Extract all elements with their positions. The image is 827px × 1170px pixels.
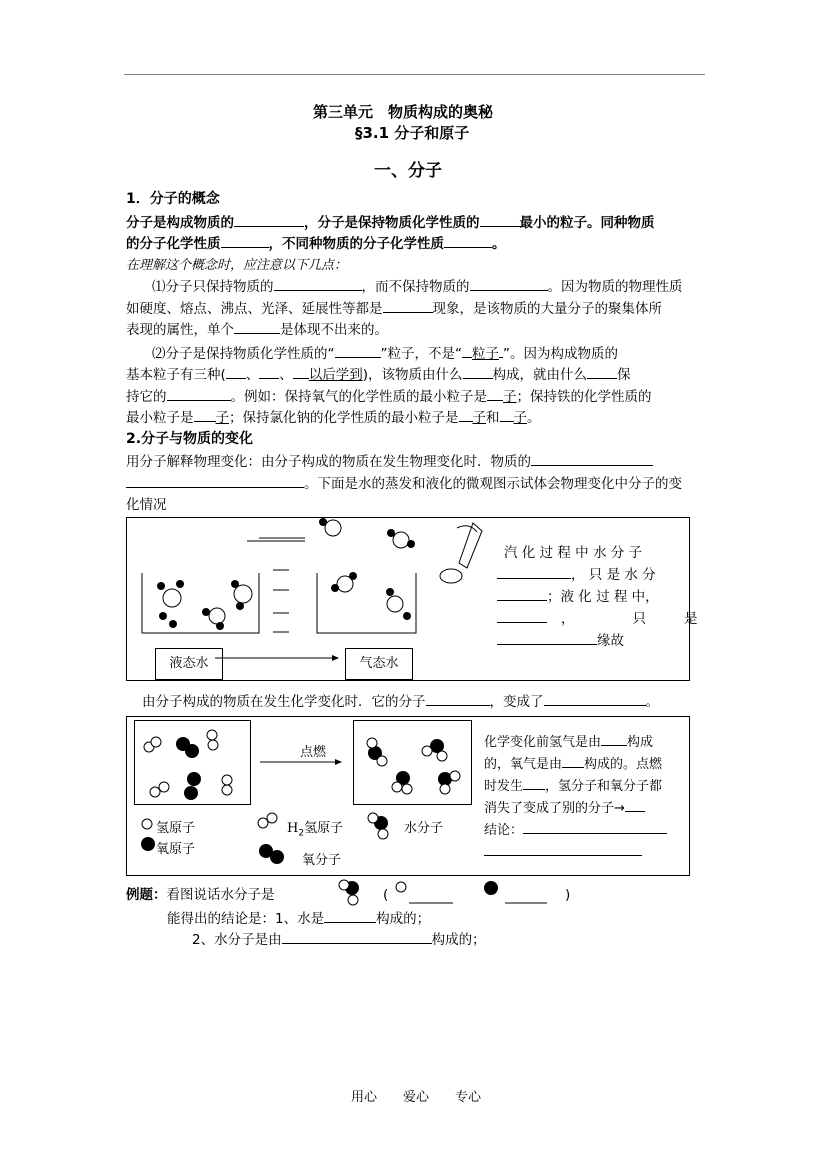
physical-line-1: 用分子解释物理变化：由分子构成的物质在发生物理变化时．物质的 [126,450,653,470]
note-line: 在理解这个概念时，应注意以下几点： [126,258,348,273]
part-title: 一、分子 [374,161,442,181]
liquid-water-label: 液态水 [155,648,223,680]
physical-line-2: 。下面是水的蒸发和液化的微观图示试体会物理变化中分子的变 [126,472,682,492]
gas-water-label: 气态水 [345,648,413,680]
section2-heading: 2.分子与物质的变化 [126,431,254,447]
point1-line-2: 如硬度、熔点、沸点、光泽、延展性等都是 现象，是该物质的大量分子的聚集体所 [126,297,662,317]
box2-text-4: 消失了变成了别的分子→ [484,797,645,816]
example-diagram [335,876,585,910]
box2-text-3: 时发生 ，氢分子和氧分子都 [484,775,662,794]
chemical-reaction-figure [126,716,690,876]
physical-line-3: 化情况 [126,497,167,513]
example-paren-close: ) [565,887,571,903]
header-rule [124,74,705,75]
box2-text-2: 的，氧气是由 构成的。点燃 [484,753,662,772]
concept-line-2: 的分子化学性质 ，不同种物质的分子化学性质 。 [126,232,506,252]
section1-heading: 1．分子的概念 [126,191,220,207]
legend-oxygen-molecule: 氧分子 [302,853,342,868]
legend-hydrogen-atom: 氢原子 [156,821,196,836]
point2-line-4: 最小粒子是 子；保持氯化钠的化学性质的最小粒子是 子和 子。 [126,406,541,426]
point2-line-1: ⑵分子是保持物质化学性质的“ ”粒子，不是“ 粒子 ”。因为构成物质的 [152,342,618,362]
chemical-change-line: 由分子构成的物质在发生化学变化时．它的分子 ，变成了 。 [142,690,659,710]
concept-line-1: 分子是构成物质的 ，分子是保持物质化学性质的 最小的粒子。同种物质 [126,211,655,231]
point1-line-1: ⑴分子只保持物质的 ，而不保持物质的 。因为物质的物理性质 [152,275,683,295]
section-title: §3.1 分子和原子 [355,124,470,142]
point1-line-3: 表现的属性，单个 是体现不出来的。 [126,318,388,338]
example-conclusion-1: 能得出的结论是：1、水是 构成的； [167,907,430,927]
box1-text-2: ， 只 是 水 分 [497,563,656,583]
box1-text-3: ；液 化 过 程 中， [497,585,659,605]
point2-line-2: 基本粒子有三种( 、 、 以后学到)，该物质由什么 构成，就由什么 保 [126,363,631,383]
page-footer: 用心 爱心 专心 [351,1090,482,1105]
box1-text-1: 汽 化 过 程 中 水 分 子 [504,545,643,561]
legend-water-molecule: 水分子 [404,821,444,836]
box2-text-6 [484,841,642,860]
point2-line-3: 持它的 。例如：保持氧气的化学性质的最小粒子是 子；保持铁的化学性质的 [126,385,652,405]
legend-oxygen-atom: 氧原子 [156,842,196,857]
phase-change-figure [126,517,698,681]
legend-hydrogen-molecule: $H_2$氢原子 [287,821,344,839]
box2-text-5: 结论： [484,819,667,838]
box1-text-4: ， 只 是 [497,607,698,627]
example-line-1: 例题：看图说话水分子是 [126,887,275,903]
unit-title: 第三单元 物质构成的奥秘 [313,103,494,121]
example-paren-open: ( [383,887,389,903]
example-conclusion-2: 2、水分子是由 构成的； [192,928,486,948]
ignite-label: 点燃 [300,745,327,760]
box1-text-5: 缘故 [497,629,624,649]
box2-text-1: 化学变化前氢气是由 构成 [484,731,653,750]
